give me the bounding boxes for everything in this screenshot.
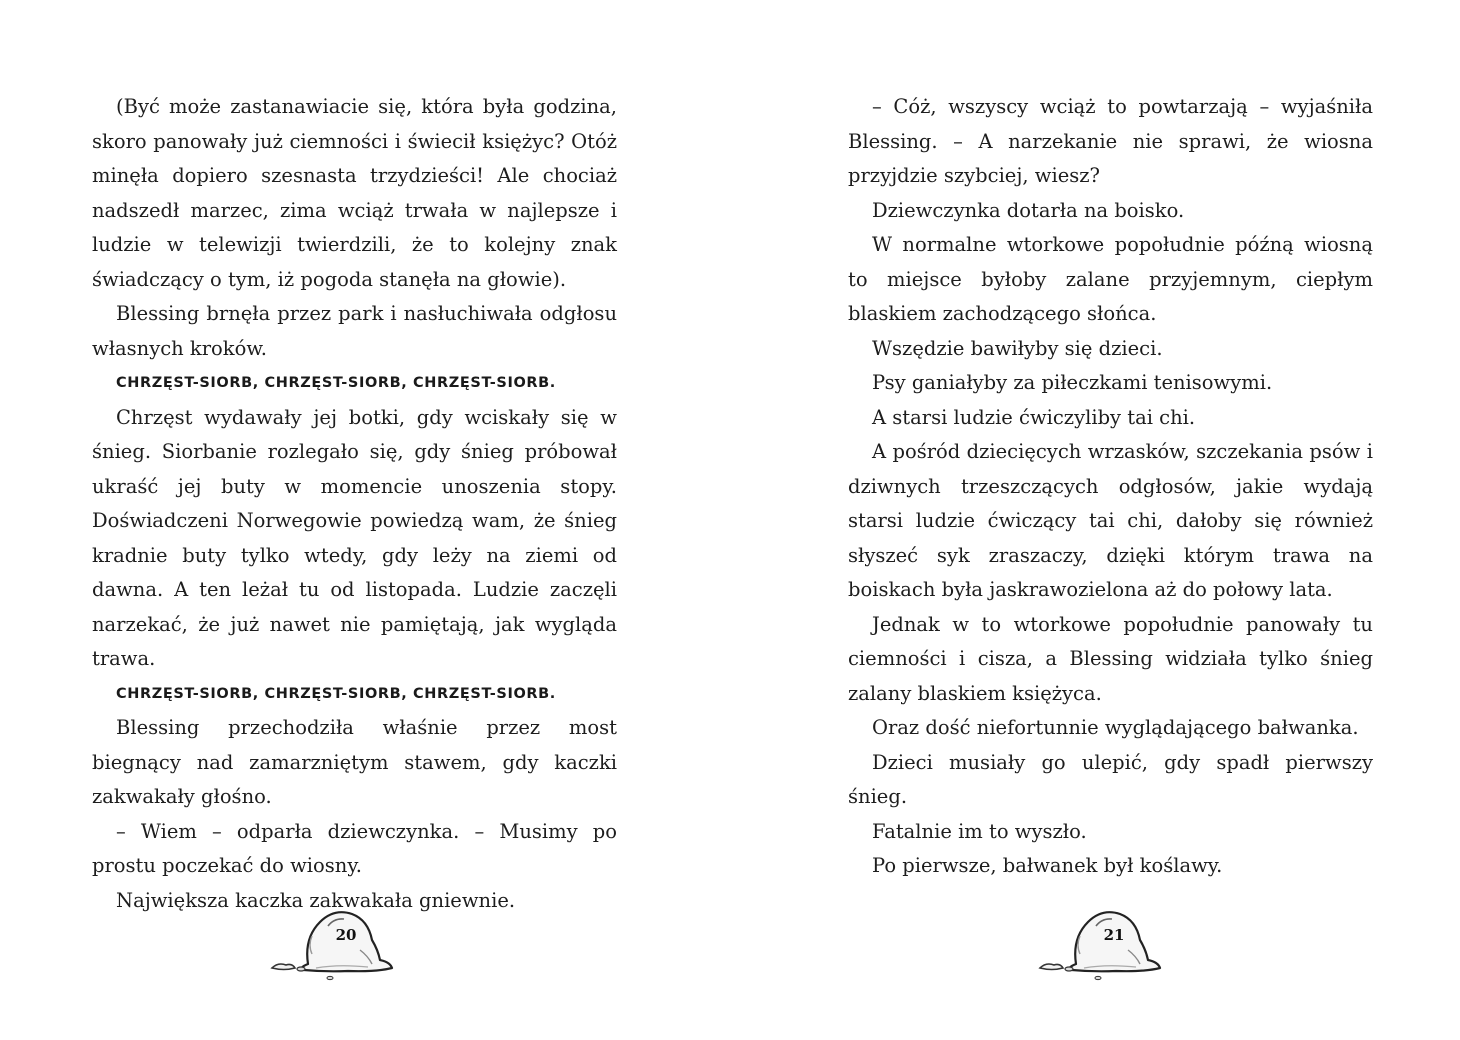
paragraph: Blessing brnęła przez park i nasłuchiwała odgłosu własnych kroków. bbox=[92, 302, 617, 360]
sound-effect-line: CHRZĘST-SIORB, CHRZĘST-SIORB, CHRZĘST-SIORB. bbox=[116, 685, 556, 702]
paragraph: Po pierwsze, bałwanek był koślawy. bbox=[872, 854, 1223, 877]
paragraph: (Być może zastanawiacie się, która była godzina, skoro panowały już ciemności i świecił księżyc? Otóż minęła dopiero szesnasta trzydzieści! Ale chociaż nadszedł marzec, zima wciąż trwała w najlepsze i ludzie w telewizji twierdzili, że to kolejny znak świadczący o tym, iż pogoda stanęła na głowie). bbox=[92, 95, 617, 291]
page-number: 21 bbox=[1103, 926, 1125, 944]
sound-effect-line: CHRZĘST-SIORB, CHRZĘST-SIORB, CHRZĘST-SIORB. bbox=[116, 375, 556, 391]
left-page bbox=[92, 90, 617, 918]
page-number-left bbox=[268, 898, 398, 983]
paragraph: – Wiem – odparła dziewczynka. – Musimy po prostu poczekać do wiosny. bbox=[92, 819, 617, 877]
paragraph: Dziewczynka dotarła na boisko. bbox=[872, 198, 1185, 222]
paragraph: Fatalnie im to wyszło. bbox=[872, 819, 1087, 843]
right-page bbox=[848, 90, 1373, 884]
paragraph: W normalne wtorkowe popołudnie późną wiosną to miejsce byłoby zalane przyjemnym, ciepłym blaskiem zachodzącego słońca. bbox=[848, 233, 1373, 325]
paragraph: Oraz dość niefortunnie wyglądającego bałwanka. bbox=[872, 716, 1359, 739]
paragraph: A pośród dziecięcych wrzasków, szczekania psów i dziwnych trzeszczących odgłosów, jakie wydają starsi ludzie ćwiczący tai chi, dałoby się również słyszeć syk zraszaczy, dzięki którym trawa na boiskach była jaskrawozielona aż do połowy lata. bbox=[848, 440, 1373, 601]
paragraph: Dzieci musiały go ulepić, gdy spadł pierwszy śnieg. bbox=[848, 750, 1373, 808]
paragraph: Psy ganiałyby za piłeczkami tenisowymi. bbox=[872, 371, 1273, 394]
paragraph: Chrzęst wydawały jej botki, gdy wciskały się w śnieg. Siorbanie rozlegało się, gdy śnieg próbował ukraść jej buty w momencie unoszenia stopy. Doświadczeni Norwegowie powiedzą wam, że śnieg kradnie buty tylko wtedy, gdy leży na ziemi od dawna. A ten leżał tu od listopada. Ludzie zaczęli narzekać, że już nawet nie pamiętają, jak wygląda trawa. bbox=[92, 405, 617, 670]
paragraph: Blessing przechodziła właśnie przez most biegnący nad zamarzniętym stawem, gdy kaczki zakwakały głośno. bbox=[92, 716, 617, 808]
paragraph: – Cóż, wszyscy wciąż to powtarzają – wyjaśniła Blessing. – A narzekanie nie sprawi, że wiosna przyjdzie szybciej, wiesz? bbox=[848, 95, 1373, 187]
paragraph: Wszędzie bawiłyby się dzieci. bbox=[872, 336, 1163, 360]
paragraph: Jednak w to wtorkowe popołudnie panowały tu ciemności i cisza, a Blessing widziała tylko śnieg zalany blaskiem księżyca. bbox=[848, 612, 1373, 705]
paragraph: A starsi ludzie ćwiczyliby tai chi. bbox=[872, 405, 1196, 429]
page-number: 20 bbox=[335, 926, 357, 944]
paragraph: Największa kaczka zakwakała gniewnie. bbox=[116, 888, 516, 912]
page-number-right bbox=[1036, 898, 1166, 983]
